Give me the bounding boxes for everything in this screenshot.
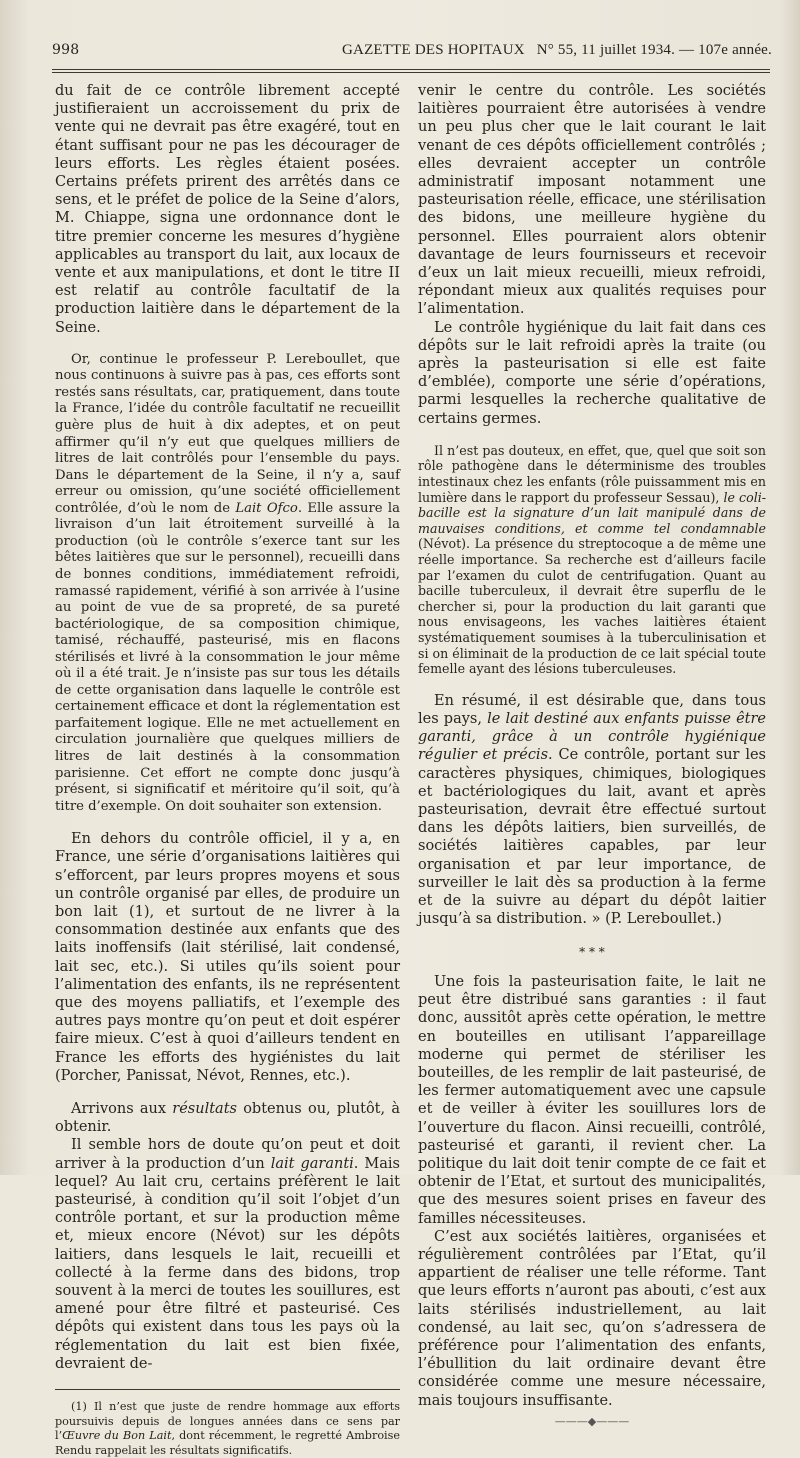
paragraph: Une fois la pasteurisation faite, le lait ne peut être distribué sans garanties : il faut donc, aussitôt après cette opération, le mettre en bouteilles en utilisant l’appareillage moderne qui permet de stériliser les bouteilles, de les remplir de lait pasteurisé, de les fermer automatiquement avec une capsule et de veiller à éviter les souillures lors de l’ouverture du flacon. Ainsi recueilli, contrôlé, pasteurisé et garanti, il revient cher. La politique du lait doit tenir compte de ce fait et obtenir de l’Etat, et surtout des municipalités, que des mesures soient prises en faveur des familles nécessiteuses. — [418, 973, 766, 1227]
end-ornament: ———◆——— — [554, 1414, 630, 1428]
paragraph: Il semble hors de doute qu’on peut et doit arriver à la production d’un lait garanti. Mais lequel? Au lait cru, certains préfèrent le lait pasteurisé, à condition qu’il soit l’objet d’un contrôle portant, et sur la production même et, mieux encore (Névot) sur les dépôts laitiers, dans lesquels le lait, recueilli et collecté à la ferme dans des bidons, trop souvent à la merci de toutes les souillures, est amené pour être filtré et pasteurisé. Ces dépôts qui existent dans tous les pays où la réglementation du lait est bien fixée, devraient de- — [55, 1137, 401, 1372]
footnote: (1) Il n’est que juste de rendre hommage aux efforts poursuivis depuis de longues années dans ce sens par l’Œuvre du Bon Lait, dont récemment, le regretté Ambroise Rendu rappelait les résultats significatifs. — [55, 1400, 400, 1457]
paragraph: Le contrôle hygiénique du lait fait dans ces dépôts sur le lait refroidi après la traite (ou après la pasteurisation si elle est faite d’emblée), comporte une série d’opérations, parmi lesquelles la recherche qualitative de certains germes. — [418, 319, 766, 427]
paragraph: C’est aux sociétés laitières, organisées et régulièrement contrôlées par l’Etat, qu’il appartient de réaliser une telle réforme. Tant que leurs efforts n’auront pas abouti, c’est aux laits stérilisés industriellement, au lait condensé, au lait sec, qu’on s’adressera de préférence pour l’alimentation des enfants, l’ébullition du lait ordinaire devant être considérée comme une mesure nécessaire, mais toujours insuffisante. — [418, 1228, 766, 1409]
right-column — [418, 82, 766, 1430]
paragraph: du fait de ce contrôle librement accepté justifieraient un accroissement du prix de vente qui ne devrait pas être exagéré, tout en étant suffisant pour ne pas les décourager de leurs efforts. Les règles étaient posées. Certains préfets prirent des arrêtés dans ce sens, et le préfet de police de la Seine d’alors, M. Chiappe, signa une ordonnance dont le titre premier concerne les mesures d’hygiène applicables au transport du lait, aux locaux de vente et aux manipulations, et dont le titre II est relatif au contrôle facultatif de la production laitière dans le département de la Seine. — [55, 83, 400, 336]
section-separator: * * * — [579, 945, 605, 960]
paragraph: Arrivons aux résultats obtenus ou, plutôt, à obtenir. — [55, 1101, 400, 1136]
paragraph: Il n’est pas douteux, en effet, que, quel que soit son rôle pathogène dans le déterminisme des troubles intestinaux chez les enfants (rôle puissamment mis en lumière dans le rapport du professeur Sessau), le coli-bacille est la signature d’un lait manipulé dans de mauvaises conditions, et comme tel condamnable (Névot). La présence du streptocoque a de même une réelle importance. Sa recherche est d’ailleurs facile par l’examen du culot de centrifugation. Quant au bacille tuberculeux, il devrait être superflu de le chercher si, pour la production du lait garanti que nous envisageons, les vaches laitières étaient systématiquement soumises à la tuberculinisation et si on éliminait de la production de ce lait spécial toute femelle ayant des lésions tuberculeuses. — [418, 442, 767, 677]
header-rule-double — [52, 72, 770, 73]
footnote-rule — [55, 1389, 400, 1390]
paragraph: En dehors du contrôle officiel, il y a, en France, une série d’organisations laitières qui s’efforcent, par leurs propres moyens et sous un contrôle organisé par elles, de produire un bon lait (1), et surtout de ne livrer à la consommation destinée aux enfants que des laits inoffensifs (lait stérilisé, lait condensé, lait sec, etc.). Si utiles qu’ils soient pour l’alimentation des enfants, ils ne représentent que des moyens palliatifs, et l’exemple des autres pays montre qu’on peut et doit espérer faire mieux. C’est à quoi d’ailleurs tendent en France les efforts des hygiénistes du lait (Porcher, Panissat, Névot, Rennes, etc.). — [55, 831, 400, 1084]
issue-info: N° 55, 11 juillet 1934. — 107e année. — [536, 42, 772, 58]
page-header — [52, 42, 772, 66]
page-number: 998 — [52, 42, 80, 58]
journal-title: GAZETTE DES HOPITAUX — [342, 42, 525, 58]
paragraph: Or, continue le professeur P. Lereboullet, que nous continuons à suivre pas à pas, ces efforts sont restés sans résultats, car, pratiquement, dans toute la France, l’idée du contrôle facultatif ne recueillit guère plus de huit à dix adeptes, et on peut affirmer qu’il n’y eut que quelques milliers de litres de lait contrôlés pour l’ensemble du pays. Dans le département de la Seine, il n’y a, sauf erreur ou omission, qu’une société officiellement contrôlée, d’où le nom de Lait Ofco. Elle assure la livraison d’un lait étroitement surveillé à la production (où le contrôle s’exerce tant sur les bêtes laitières que sur le personnel), recueilli dans de bonnes conditions, immédiatement refroidi, ramassé rapidement, vérifié à son arrivée à l’usine au point de vue de sa propreté, de sa pureté bactériologique, de sa composition chimique, tamisé, réchauffé, pasteurisé, mis en flacons stérilisés et livré à la consommation le jour même où il a été trait. Je n’insiste pas sur tous les détails de cette organisation dans laquelle le contrôle est certainement efficace et dont la réglementation est parfaitement logique. Elle ne met actuellement en circulation journalière que quelques milliers de litres de lait destinés à la consommation parisienne. Cet effort ne compte donc jusqu’à présent, si significatif et méritoire qu’il soit, qu’à titre d’exemple. On doit souhaiter son extension. — [55, 351, 400, 814]
left-column — [55, 82, 400, 1458]
paragraph: venir le centre du contrôle. Les sociétés laitières pourraient être autorisées à vendre un peu plus cher que le lait courant le lait venant de ces dépôts officiellement contrôlés ; elles devraient accepter un contrôle administratif imposant notamment une pasteurisation réelle, efficace, une stérilisation des bidons, une meilleure hygiène du personnel. Elles pourraient alors obtenir davantage de leurs fournisseurs et recevoir d’eux un lait mieux recueilli, mieux refroidi, répondant mieux aux qualités requises pour l’alimentation. — [418, 83, 766, 318]
header-rule — [52, 69, 770, 70]
paragraph: En résumé, il est désirable que, dans tous les pays, le lait destiné aux enfants puisse être garanti, grâce à un contrôle hygiénique régulier et précis. Ce contrôle, portant sur les caractères physiques, chimiques, biologiques et bactériologiques du lait, avant et après pasteurisation, devrait être effectué surtout dans les dépôts laitiers, bien surveillés, de sociétés laitières capables, par leur organisation et par leur importance, de surveiller le lait dès sa production à la ferme et de la suivre au départ du dépôt laitier jusqu’à sa distribution. » (P. Lereboullet.) — [418, 692, 766, 928]
